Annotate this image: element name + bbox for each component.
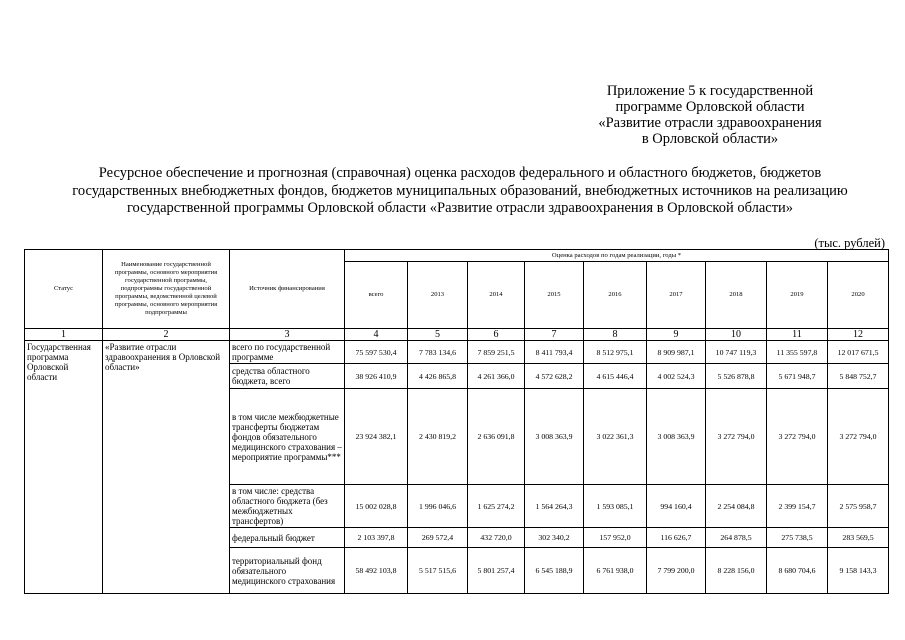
value-cell: 15 002 028,8: [345, 485, 408, 528]
column-number: 4: [345, 329, 408, 341]
column-number: 12: [828, 329, 889, 341]
value-cell: 7 799 200,0: [647, 548, 706, 594]
column-number-row: [25, 329, 889, 341]
column-number: 3: [230, 329, 345, 341]
appendix-line: программе Орловской области: [615, 99, 805, 115]
appendix-line: Приложение 5 к государственной: [606, 83, 814, 99]
value-cell: 8 680 704,6: [767, 548, 828, 594]
value-cell: 2 103 397,8: [345, 528, 408, 548]
header-source: Источник финансирования: [230, 250, 345, 329]
value-cell: 3 022 361,3: [584, 389, 647, 485]
value-cell: 4 615 446,4: [584, 364, 647, 389]
column-number: 5: [408, 329, 468, 341]
value-cell: 264 878,5: [706, 528, 767, 548]
program-status: Государственная программа Орловской области: [25, 341, 103, 594]
value-cell: 4 261 366,0: [468, 364, 525, 389]
table-row: [25, 341, 889, 364]
value-cell: 7 783 134,6: [408, 341, 468, 364]
header-col: 2020: [828, 262, 889, 329]
header-name: Наименование государственной программы, основного мероприятия государственной программы, подпрограммы государственной программы, ведомственной целевой программы, основного мероприятия подпрограммы: [103, 250, 230, 329]
value-cell: 2 430 819,2: [408, 389, 468, 485]
resource-table: [24, 249, 889, 594]
funding-source: всего по государственной программе: [230, 341, 345, 364]
funding-source: в том числе: средства областного бюджета (без межбюджетных трансфертов): [230, 485, 345, 528]
header-estimate: Оценка расходов по годам реализации, годы *: [345, 250, 889, 262]
appendix-line: в Орловской области»: [641, 131, 779, 147]
appendix-line: «Развитие отрасли здравоохранения: [598, 115, 822, 131]
value-cell: 5 848 752,7: [828, 364, 889, 389]
value-cell: 11 355 597,8: [767, 341, 828, 364]
value-cell: 4 426 865,8: [408, 364, 468, 389]
program-name: «Развитие отрасли здравоохранения в Орловской области»: [103, 341, 230, 594]
value-cell: 432 720,0: [468, 528, 525, 548]
value-cell: 3 008 363,9: [647, 389, 706, 485]
value-cell: 38 926 410,9: [345, 364, 408, 389]
value-cell: 8 512 975,1: [584, 341, 647, 364]
column-number: 9: [647, 329, 706, 341]
value-cell: 283 569,5: [828, 528, 889, 548]
value-cell: 2 399 154,7: [767, 485, 828, 528]
value-cell: 5 526 878,8: [706, 364, 767, 389]
column-number: 2: [103, 329, 230, 341]
value-cell: 8 228 156,0: [706, 548, 767, 594]
value-cell: 12 017 671,5: [828, 341, 889, 364]
units-label: (тыс. рублей): [814, 236, 885, 250]
column-number: 7: [525, 329, 584, 341]
header-col: 2018: [706, 262, 767, 329]
value-cell: 116 626,7: [647, 528, 706, 548]
value-cell: 3 272 794,0: [706, 389, 767, 485]
value-cell: 75 597 530,4: [345, 341, 408, 364]
value-cell: 5 801 257,4: [468, 548, 525, 594]
value-cell: 1 593 085,1: [584, 485, 647, 528]
column-number: 8: [584, 329, 647, 341]
header-row: [25, 250, 889, 262]
header-col: 2016: [584, 262, 647, 329]
value-cell: 8 411 793,4: [525, 341, 584, 364]
value-cell: 157 952,0: [584, 528, 647, 548]
column-number: 11: [767, 329, 828, 341]
funding-source: федеральный бюджет: [230, 528, 345, 548]
funding-source: средства областного бюджета, всего: [230, 364, 345, 389]
value-cell: 302 340,2: [525, 528, 584, 548]
document-title: [20, 165, 900, 218]
value-cell: 5 517 515,6: [408, 548, 468, 594]
appendix-note: [560, 83, 860, 147]
title-line: государственных внебюджетных фондов, бюджетов муниципальных образований, внебюджетных источников на реализацию: [72, 182, 848, 199]
header-status: Статус: [25, 250, 103, 329]
value-cell: 275 738,5: [767, 528, 828, 548]
column-number: 6: [468, 329, 525, 341]
value-cell: 58 492 103,8: [345, 548, 408, 594]
value-cell: 23 924 382,1: [345, 389, 408, 485]
header-col: 2014: [468, 262, 525, 329]
value-cell: 1 996 046,6: [408, 485, 468, 528]
column-number: 10: [706, 329, 767, 341]
value-cell: 10 747 119,3: [706, 341, 767, 364]
title-line: государственной программы Орловской области «Развитие отрасли здравоохранения в Орловской области»: [126, 200, 794, 216]
header-col: 2015: [525, 262, 584, 329]
header-col: 2013: [408, 262, 468, 329]
column-number: 1: [25, 329, 103, 341]
header-col: 2019: [767, 262, 828, 329]
header-col: всего: [345, 262, 408, 329]
value-cell: 2 636 091,8: [468, 389, 525, 485]
funding-source: территориальный фонд обязательного медицинского страхования: [230, 548, 345, 594]
header-col: 2017: [647, 262, 706, 329]
value-cell: 6 761 938,0: [584, 548, 647, 594]
value-cell: 9 158 143,3: [828, 548, 889, 594]
value-cell: 3 272 794,0: [767, 389, 828, 485]
title-line: Ресурсное обеспечение и прогнозная (справочная) оценка расходов федерального и областного бюджетов, бюджетов: [98, 165, 822, 181]
value-cell: 4 002 524,3: [647, 364, 706, 389]
value-cell: 2 575 958,7: [828, 485, 889, 528]
value-cell: 2 254 084,8: [706, 485, 767, 528]
funding-source: в том числе межбюджетные трансферты бюджетам фондов обязательного медицинского страхования – мероприятие программы***: [230, 389, 345, 485]
value-cell: 1 625 274,2: [468, 485, 525, 528]
value-cell: 8 909 987,1: [647, 341, 706, 364]
value-cell: 4 572 628,2: [525, 364, 584, 389]
value-cell: 3 272 794,0: [828, 389, 889, 485]
value-cell: 3 008 363,9: [525, 389, 584, 485]
value-cell: 5 671 948,7: [767, 364, 828, 389]
value-cell: 994 160,4: [647, 485, 706, 528]
value-cell: 269 572,4: [408, 528, 468, 548]
value-cell: 7 859 251,5: [468, 341, 525, 364]
value-cell: 6 545 188,9: [525, 548, 584, 594]
value-cell: 1 564 264,3: [525, 485, 584, 528]
